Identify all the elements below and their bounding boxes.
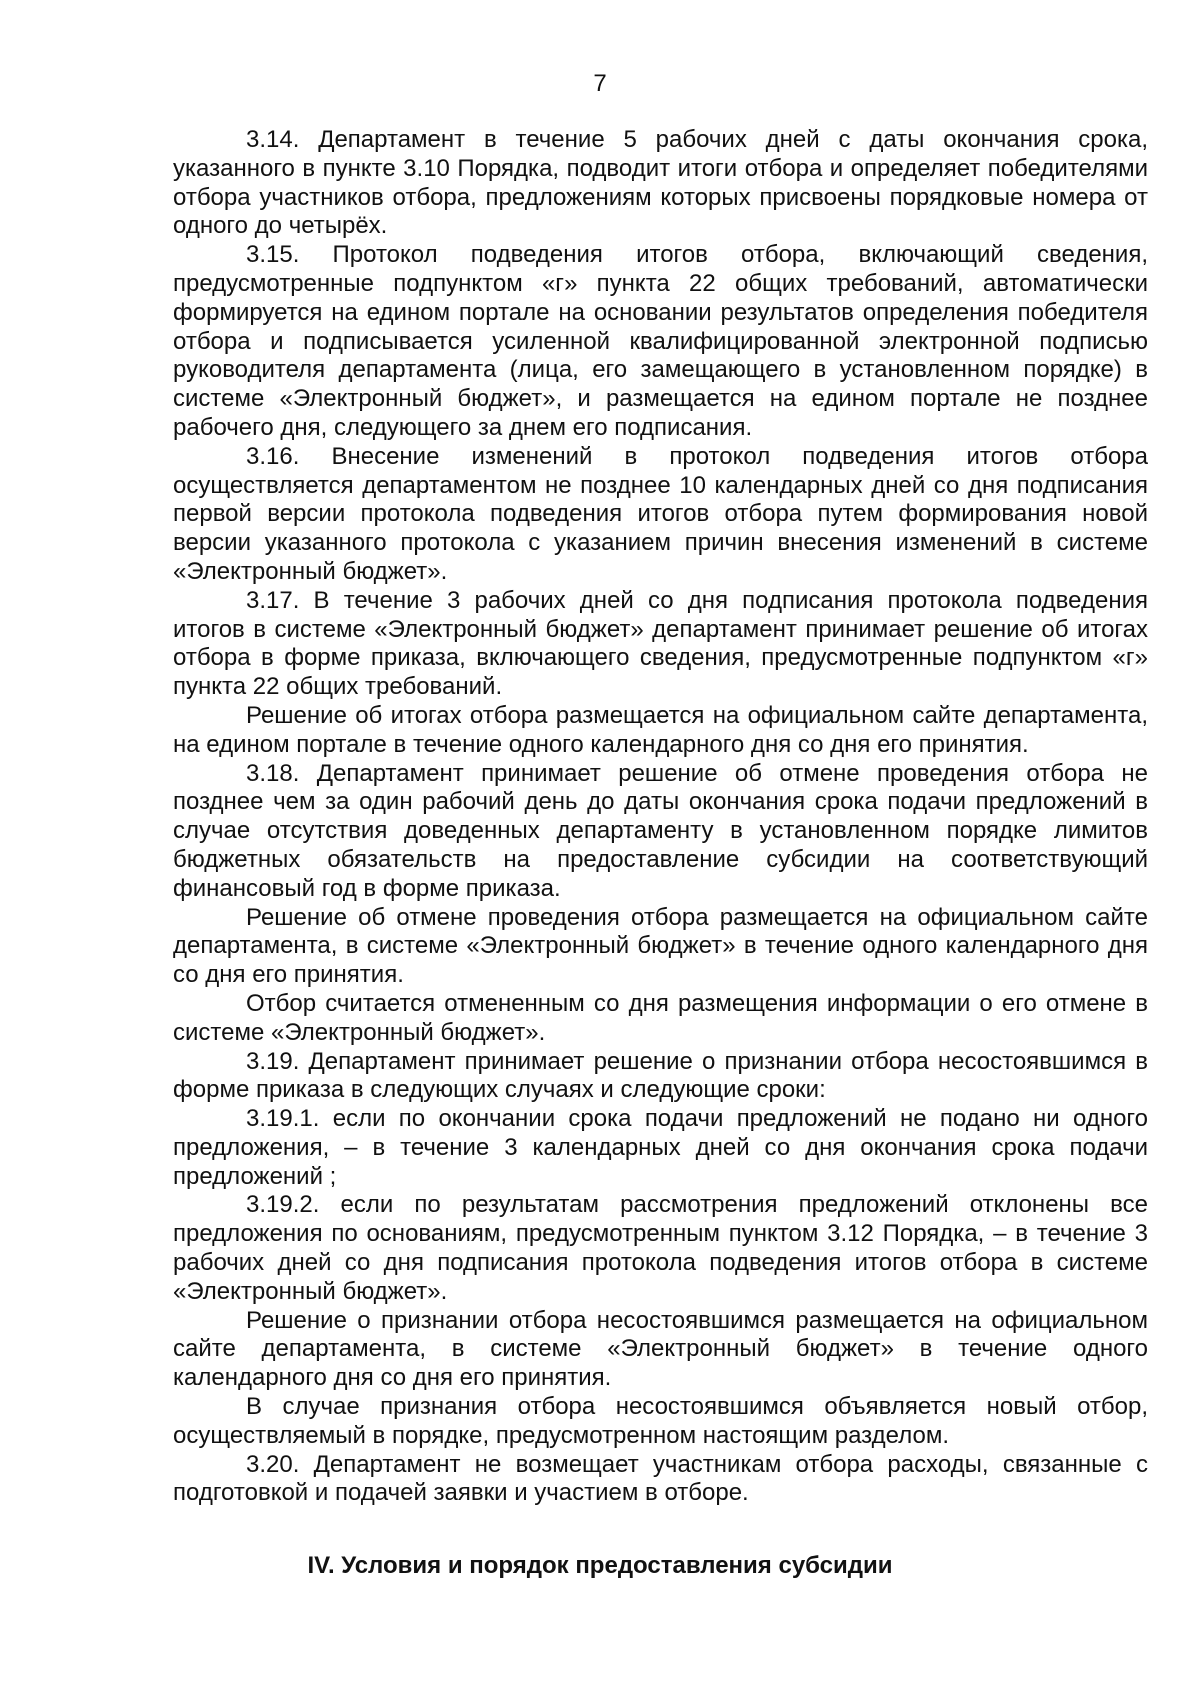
paragraph-3-15: 3.15. Протокол подведения итогов отбора, включающий сведения, предусмотренные подпунктом «г» пункта 22 общих требований, автоматически формируется на едином портале на основании результатов определения победителя отбора и подписывается усиленной квалифицированной электронной подписью руководителя департамента (лица, его замещающего в установленном порядке) в системе «Электронный бюджет», и размещается на едином портале не позднее рабочего дня, следующего за днем его подписания.	[173, 241, 1148, 441]
paragraph-3-19-new-selection: В случае признания отбора несостоявшимся объявляется новый отбор, осуществляемый в порядке, предусмотренном настоящим разделом.	[173, 1393, 1148, 1449]
page-number: 7	[593, 70, 607, 97]
paragraph-3-19-2: 3.19.2. если по результатам рассмотрения предложений отклонены все предложения по основаниям, предусмотренным пунктом 3.12 Порядка, – в течение 3 рабочих дней со дня подписания протокола подведения итогов отбора в системе «Электронный бюджет».	[173, 1191, 1148, 1305]
paragraph-3-17-decision: Решение об итогах отбора размещается на официальном сайте департамента, на едином портале в течение одного календарного дня со дня его принятия.	[173, 701, 1148, 758]
paragraph-3-18-decision: Решение об отмене проведения отбора размещается на официальном сайте департамента, в системе «Электронный бюджет» в течение одного календарного дня со дня его принятия.	[173, 903, 1148, 989]
paragraph-3-19-1: 3.19.1. если по окончании срока подачи предложений не подано ни одного предложения, – в течение 3 календарных дней со дня окончания срока подачи предложений ;	[173, 1105, 1148, 1190]
paragraph-3-20: 3.20. Департамент не возмещает участникам отбора расходы, связанные с подготовкой и подачей заявки и участием в отборе.	[173, 1450, 1148, 1507]
section-heading: IV. Условия и порядок предоставления субсидии	[307, 1552, 893, 1579]
paragraph-3-19: 3.19. Департамент принимает решение о признании отбора несостоявшимся в форме приказа в следующих случаях и следующие сроки:	[173, 1047, 1148, 1104]
document-body	[173, 126, 1148, 1508]
paragraph-3-19-decision: Решение о признании отбора несостоявшимся размещается на официальном сайте департамента, в системе «Электронный бюджет» в течение одного календарного дня со дня его принятия.	[173, 1306, 1148, 1392]
paragraph-3-18: 3.18. Департамент принимает решение об отмене проведения отбора не позднее чем за один рабочий день до даты окончания срока подачи предложений в случае отсутствия доведенных департаменту в установленном порядке лимитов бюджетных обязательств на предоставление субсидии на соответствующий финансовый год в форме приказа.	[173, 759, 1148, 902]
paragraph-3-17: 3.17. В течение 3 рабочих дней со дня подписания протокола подведения итогов в системе «Электронный бюджет» департамент принимает решение об итогах отбора в форме приказа, включающего сведения, предусмотренные подпунктом «г» пункта 22 общих требований.	[173, 586, 1148, 701]
paragraph-3-14: 3.14. Департамент в течение 5 рабочих дней с даты окончания срока, указанного в пункте 3.10 Порядка, подводит итоги отбора и определяет победителями отбора участников отбора, предложениям которых присвоены порядковые номера от одного до четырёх.	[173, 126, 1148, 240]
paragraph-3-18-cancelled: Отбор считается отмененным со дня размещения информации о его отмене в системе «Электронный бюджет».	[173, 989, 1148, 1046]
paragraph-3-16: 3.16. Внесение изменений в протокол подведения итогов отбора осуществляется департаментом не позднее 10 календарных дней со дня подписания первой версии протокола подведения итогов отбора путем формирования новой версии указанного протокола с указанием причин внесения изменений в системе «Электронный бюджет».	[173, 442, 1148, 585]
